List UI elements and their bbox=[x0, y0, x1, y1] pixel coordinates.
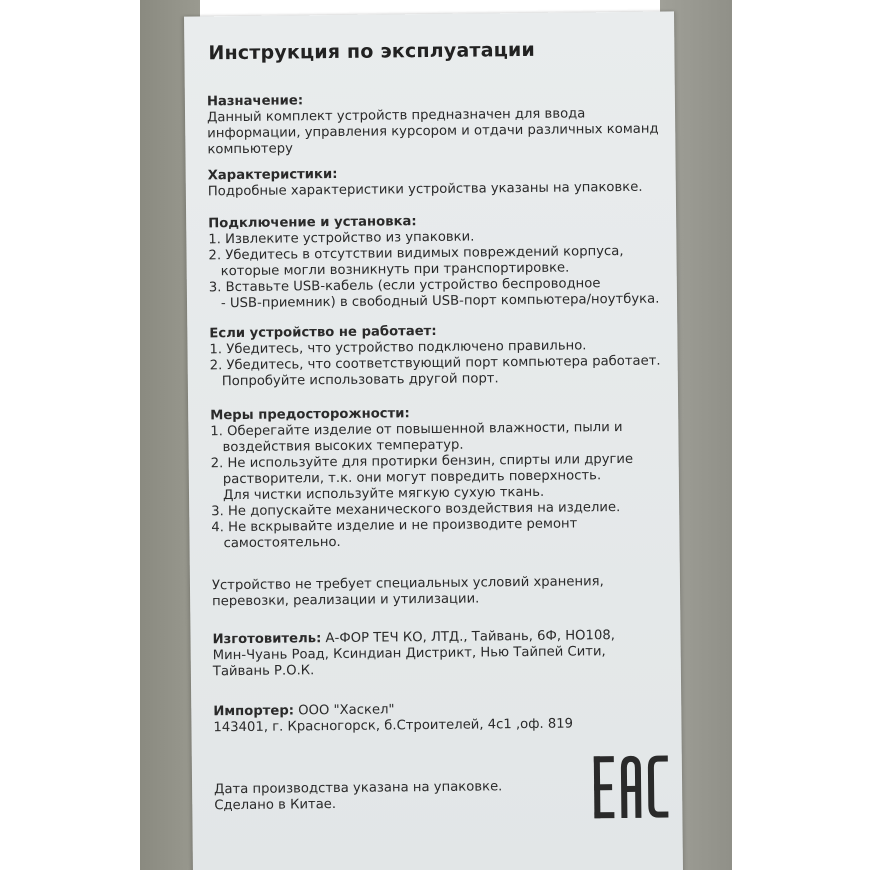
not-working-line: 1. Убедитесь, что устройство подключено правильно. bbox=[209, 338, 587, 358]
importer-section bbox=[213, 699, 673, 736]
not-working-heading: Если устройство не работает: bbox=[209, 323, 437, 342]
not-working-section bbox=[209, 322, 670, 391]
connection-line: которые могли возникнуть при транспортировке. bbox=[220, 260, 570, 280]
precautions-line: 2. Не используйте для протирки бензин, спирты или другие bbox=[210, 451, 634, 472]
precautions-line: растворители, т.к. они могут повредить поверхность. bbox=[222, 468, 602, 488]
precautions-line: воздействия высоких температур. bbox=[222, 437, 464, 456]
precautions-section bbox=[210, 403, 671, 552]
precautions-line: 4. Не вскрывайте изделие и не производите ремонт bbox=[211, 516, 578, 536]
importer-line: ООО "Хаскел" bbox=[293, 702, 395, 719]
connection-line: 1. Извлеките устройство из упаковки. bbox=[208, 229, 475, 248]
purpose-line: Данный комплект устройств предназначен для ввода bbox=[206, 106, 586, 126]
connection-heading: Подключение и установка: bbox=[208, 214, 417, 232]
connection-line: - USB-приемник) в свободный USB-порт компьютера/ноутбука. bbox=[220, 291, 660, 312]
production-date-note: Дата производства указана на упаковке. bbox=[214, 779, 503, 798]
not-working-line: 2. Убедитесь, что соответствующий порт компьютера работает. bbox=[209, 353, 661, 374]
storage-line: перевозки, реализации и утилизации. bbox=[212, 591, 480, 610]
instruction-sheet bbox=[184, 11, 683, 870]
precautions-line: 3. Не допускайте механического воздействия на изделие. bbox=[211, 500, 621, 520]
specs-line: Подробные характеристики устройства указаны на упаковке. bbox=[207, 179, 643, 200]
manufacturer-line: А-ФОР ТЕЧ КО, ЛТД., Тайвань, 6Ф, НО108, bbox=[321, 628, 615, 647]
purpose-section bbox=[207, 90, 668, 159]
purpose-line: информации, управления курсором и отдачи различных команд bbox=[207, 121, 659, 142]
importer-line: 143401, г. Красногорск, б.Строителей, 4с1 ,оф. 819 bbox=[213, 716, 574, 736]
purpose-heading: Назначение: bbox=[206, 93, 304, 110]
manufacturer-line: Мин-Чуань Роад, Ксиндиан Дистрикт, Нью Тайпей Сити, bbox=[212, 644, 606, 664]
precautions-line: Для чистки используйте мягкую сухую ткань. bbox=[222, 484, 545, 504]
document-title: Инструкция по эксплуатации bbox=[208, 38, 536, 65]
connection-line: 3. Вставьте USB-кабель (если устройство беспроводное bbox=[208, 276, 601, 296]
manufacturer-label: Изготовитель: bbox=[212, 631, 322, 648]
manufacturer-line: Тайвань Р.О.К. bbox=[212, 663, 315, 680]
precautions-line: 1. Оберегайте изделие от повышенной влажности, пыли и bbox=[210, 419, 623, 440]
storage-section bbox=[212, 573, 672, 610]
purpose-line: компьютеру bbox=[207, 141, 293, 158]
storage-line: Устройство не требует специальных условий хранения, bbox=[211, 574, 604, 594]
precautions-heading: Меры предосторожности: bbox=[210, 406, 410, 424]
manufacturer-section bbox=[212, 627, 672, 680]
connection-section bbox=[208, 212, 669, 313]
connection-line: 2. Убедитесь в отсутствии видимых повреждений корпуса, bbox=[208, 243, 624, 264]
importer-label: Импортер: bbox=[213, 703, 295, 720]
made-in-note: Сделано в Китае. bbox=[214, 797, 337, 814]
not-working-line: Попробуйте использовать другой порт. bbox=[221, 371, 499, 390]
specs-heading: Характеристики: bbox=[207, 166, 338, 184]
precautions-line: самостоятельно. bbox=[223, 534, 341, 552]
eac-mark-icon bbox=[592, 753, 675, 820]
specs-section bbox=[208, 164, 668, 201]
